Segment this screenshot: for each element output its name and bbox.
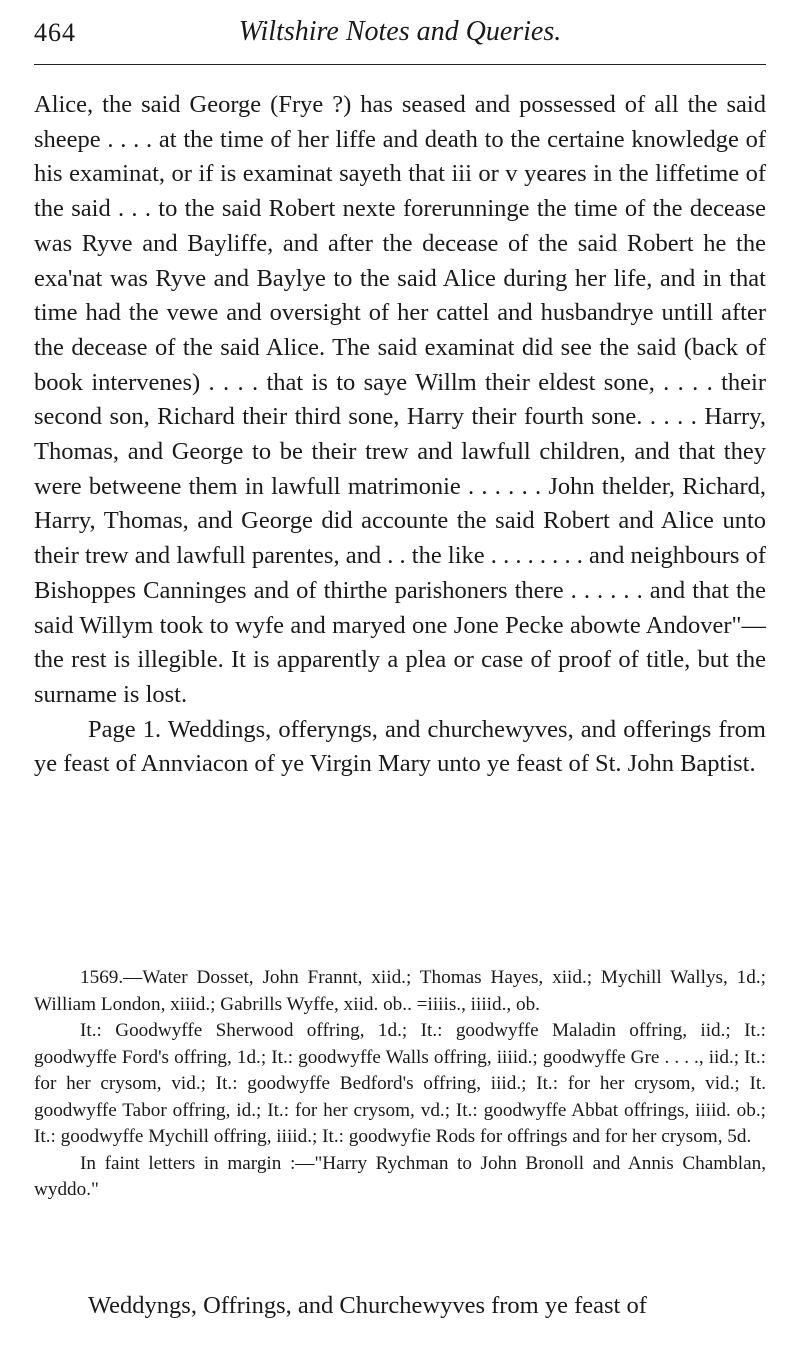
entry-margin-note: In faint letters in margin :—"Harry Rychman to John Bronoll and Annis Chamblan, wyddo."	[34, 1152, 766, 1200]
paragraph-page-one: Page 1. Weddings, offeryngs, and churchewyves, and offerings from ye feast of Annviacon of ye Virgin Mary unto ye feast of St. John Baptist.	[34, 715, 766, 778]
continuation	[34, 1289, 766, 1323]
entry-offrings: It.: Goodwyffe Sherwood offring, 1d.; It.: goodwyffe Maladin offring, iid.; It.: goodwyffe Ford's offring, 1d.; It.: goodwyffe Walls offring, iiiid.; goodwyffe Gre . . . ., iid.; It.: for her crysom, vid.; It.: goodwyffe Bedford's offring, iiid.; It.: for her crysom, vid.; It. goodwyffe Tabor offring, id.; It.: for her crysom, vd.; It.: goodwyffe Abbat offrings, iiiid. ob.; It.: goodwyffe Mychill offring, iiiid.; It.: goodwyfie Rods for offrings and for her crysom, 5d.	[34, 1020, 766, 1147]
running-title: Wiltshire Notes and Queries.	[238, 16, 562, 47]
header-rule	[34, 64, 766, 65]
register-extract	[34, 965, 766, 1204]
page-header	[34, 16, 766, 56]
paragraph-weddyngs: Weddyngs, Offrings, and Churchewyves from ye feast of	[88, 1292, 647, 1319]
main-text	[34, 88, 766, 782]
entry-1569: 1569.—Water Dosset, John Frannt, xiid.; Thomas Hayes, xiid.; Mychill Wallys, 1d.; William London, xiiid.; Gabrills Wyffe, xiid. ob.. =iiiis., iiiid., ob.	[34, 967, 766, 1015]
paragraph-deposition: Alice, the said George (Frye ?) has seased and possessed of all the said sheepe . . . . at the time of her liffe and death to the certaine knowledge of his examinat, or if is examinat sayeth that iii or v yeares in the liffetime of the said . . . to the said Robert nexte forerunninge the time of the decease was Ryve and Bayliffe, and after the decease of the said Robert he the exa'nat was Ryve and Baylye to the said Alice during her life, and in that time had the vewe and oversight of her cattel and husbandrye untill after the decease of the said Alice. The said examinat did see the said (back of book intervenes) . . . . that is to saye Willm their eldest sone, . . . . their second son, Richard their third sone, Harry their fourth sone. . . . . Harry, Thomas, and George to be their trew and lawfull children, and that they were betweene them in lawfull matrimonie . . . . . . John thelder, Richard, Harry, Thomas, and George did accounte the said Robert and Alice unto their trew and lawfull parentes, and . . the like . . . . . . . . and neighbours of Bishoppes Canninges and of thirthe parishoners there . . . . . . and that the said Willym took to wyfe and maryed one Jone Pecke abowte Andover"—the rest is illegible. It is apparently a plea or case of proof of title, but the surname is lost.	[34, 91, 766, 708]
page-number: 464	[34, 18, 76, 47]
